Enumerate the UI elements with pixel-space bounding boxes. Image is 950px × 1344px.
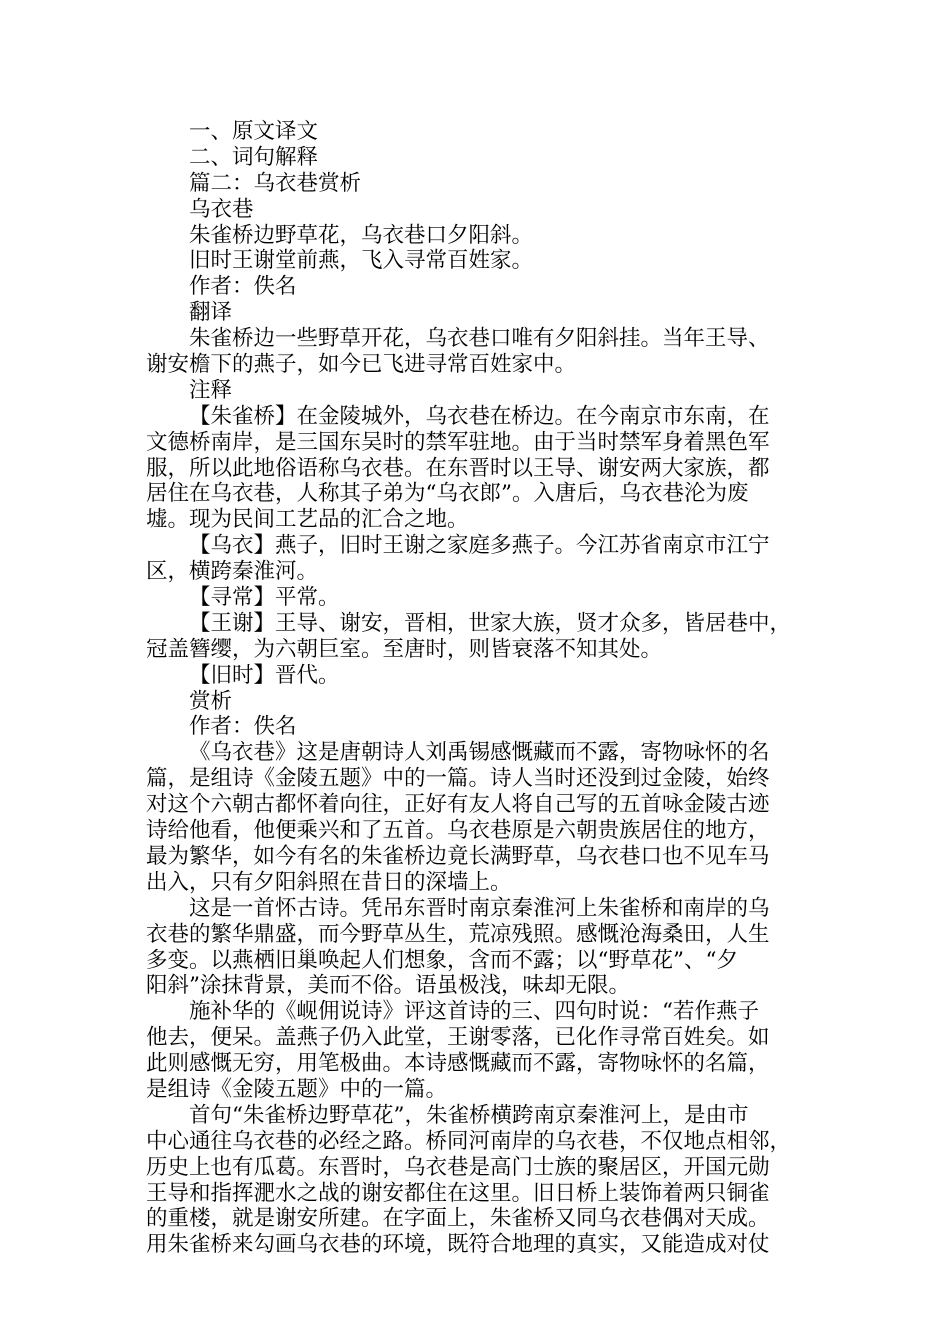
note-zhuque-line-2: 文德桥南岸，是三国东吴时的禁军驻地。由于当时禁军身着黑色军 <box>146 429 770 455</box>
para2-line-4: 阳斜”涂抹背景，美而不俗。语虽极浅，味却无限。 <box>146 973 630 999</box>
para1-line-4: 诗给他看，他便乘兴和了五首。乌衣巷原是六朝贵族居住的地方， <box>146 818 770 844</box>
note-wuyi-line-1: 【乌衣】燕子，旧时王谢之家庭多燕子。今江苏省南京市江宁 <box>189 533 770 559</box>
note-zhuque-line-4: 居住在乌衣巷，人称其子弟为“乌衣郎”。入唐后，乌衣巷沦为废 <box>146 481 749 507</box>
para2-line-2: 衣巷的繁华鼎盛，而今野草丛生，荒凉残照。感慨沧海桑田，人生 <box>146 921 770 947</box>
translation-line-2: 谢安檐下的燕子，如今已飞进寻常百姓家中。 <box>146 352 577 378</box>
article-heading: 篇二：乌衣巷赏析 <box>189 170 362 196</box>
note-zhuque-line-1: 【朱雀桥】在金陵城外，乌衣巷在桥边。在今南京市东南，在 <box>189 403 770 429</box>
note-wuyi-line-2: 区，横跨秦淮河。 <box>146 559 319 585</box>
para4-line-6: 用朱雀桥来勾画乌衣巷的环境，既符合地理的真实，又能造成对仗 <box>146 1232 770 1258</box>
poem-author: 作者：佚名 <box>189 274 297 300</box>
note-wangxie-line-1: 【王谢】王导、谢安，晋相，世家大族，贤才众多，皆居巷中， <box>189 610 792 636</box>
para2-line-3: 多变。以燕栖旧巢唤起人们想象，含而不露；以“野草花”、“夕 <box>146 947 738 973</box>
para4-line-1: 首句“朱雀桥边野草花”，朱雀桥横跨南京秦淮河上，是由市 <box>189 1102 749 1128</box>
para3-line-4: 是组诗《金陵五题》中的一篇。 <box>146 1076 448 1102</box>
para3-line-2: 他去，便呆。盖燕子仍入此堂，王谢零落，已化作寻常百姓矣。如 <box>146 1025 770 1051</box>
para4-line-2: 中心通往乌衣巷的必经之路。桥同河南岸的乌衣巷，不仅地点相邻， <box>146 1128 792 1154</box>
translation-heading: 翻译 <box>189 300 233 326</box>
note-zhuque-line-5: 墟。现为民间工艺品的汇合之地。 <box>146 507 469 533</box>
para1-line-1: 《乌衣巷》这是唐朝诗人刘禹锡感慨藏而不露，寄物咏怀的名 <box>189 740 770 766</box>
para1-line-3: 对这个六朝古都怀着向往，正好有友人将自己写的五首咏金陵古迹 <box>146 792 770 818</box>
poem-line-2: 旧时王谢堂前燕，飞入寻常百姓家。 <box>189 248 534 274</box>
notes-heading: 注释 <box>189 377 233 403</box>
toc-item-1: 一、原文译文 <box>189 119 319 144</box>
para3-line-1: 施补华的《岘佣说诗》评这首诗的三、四句时说：“若作燕子 <box>189 999 759 1025</box>
note-jiushi: 【旧时】晋代。 <box>189 662 340 688</box>
poem-title: 乌衣巷 <box>189 196 254 222</box>
document-body <box>146 119 806 1258</box>
poem-line-1: 朱雀桥边野草花，乌衣巷口夕阳斜。 <box>189 222 534 248</box>
para1-line-6: 出入，只有夕阳斜照在昔日的深墙上。 <box>146 869 512 895</box>
para4-line-3: 历史上也有瓜葛。东晋时，乌衣巷是高门士族的聚居区，开国元勋 <box>146 1154 770 1180</box>
appreciation-author: 作者：佚名 <box>189 714 297 740</box>
para1-line-5: 最为繁华，如今有名的朱雀桥边竟长满野草，乌衣巷口也不见车马 <box>146 843 770 869</box>
toc-item-2: 二、词句解释 <box>189 144 319 170</box>
para2-line-1: 这是一首怀古诗。凭吊东晋时南京秦淮河上朱雀桥和南岸的乌 <box>189 895 770 921</box>
note-wangxie-line-2: 冠盖簪缨，为六朝巨室。至唐时，则皆衰落不知其处。 <box>146 636 663 662</box>
note-zhuque-line-3: 服，所以此地俗语称乌衣巷。在东晋时以王导、谢安两大家族，都 <box>146 455 770 481</box>
appreciation-heading: 赏析 <box>189 688 233 714</box>
para4-line-4: 王导和指挥淝水之战的谢安都住在这里。旧日桥上装饰着两只铜雀 <box>146 1180 770 1206</box>
translation-line-1: 朱雀桥边一些野草开花，乌衣巷口唯有夕阳斜挂。当年王导、 <box>189 326 770 352</box>
para1-line-2: 篇，是组诗《金陵五题》中的一篇。诗人当时还没到过金陵，始终 <box>146 766 770 792</box>
para3-line-3: 此则感慨无穷，用笔极曲。本诗感慨藏而不露，寄物咏怀的名篇， <box>146 1051 770 1077</box>
note-xunchang: 【寻常】平常。 <box>189 585 340 611</box>
para4-line-5: 的重楼，就是谢安所建。在字面上，朱雀桥又同乌衣巷偶对天成。 <box>146 1206 770 1232</box>
